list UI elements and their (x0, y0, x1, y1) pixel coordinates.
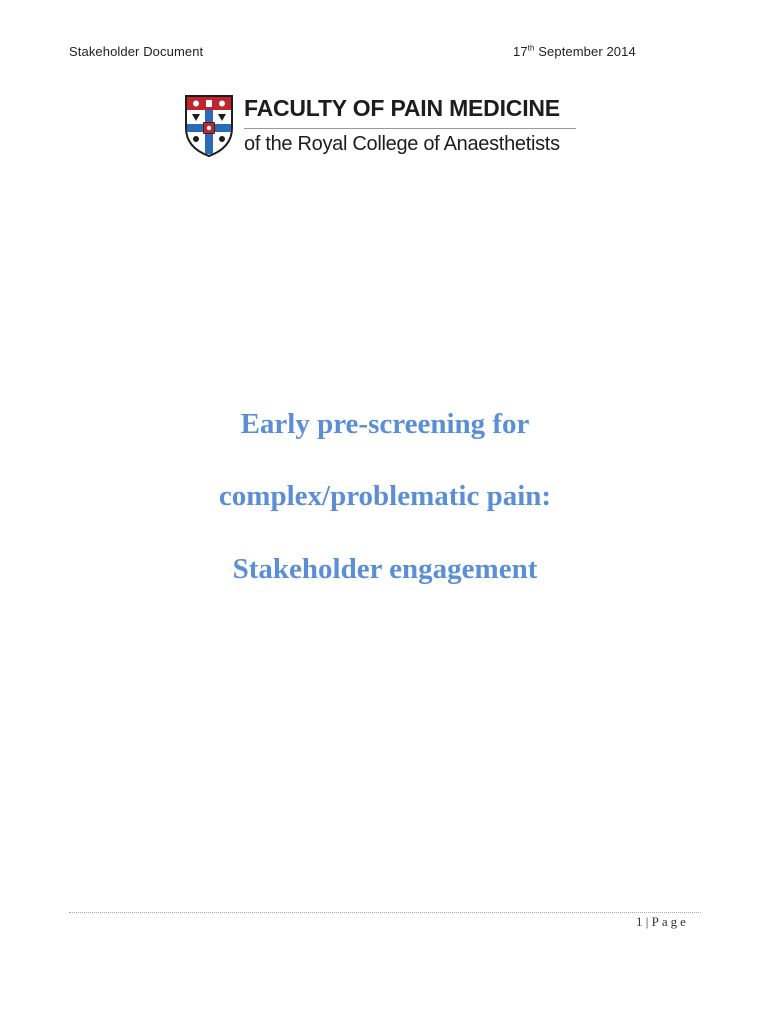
document-title-line-1: Early pre-screening for (240, 408, 530, 440)
coat-of-arms-icon (184, 94, 234, 158)
logo-title: FACULTY OF PAIN MEDICINE (244, 95, 560, 121)
page-label: Page (651, 914, 689, 929)
page-number: 1 (636, 914, 643, 929)
logo-divider (244, 128, 576, 129)
header-date (513, 44, 636, 59)
footer-divider (69, 912, 701, 913)
document-title-line-3: Stakeholder engagement (232, 553, 538, 585)
logo-subtitle: of the Royal College of Anaesthetists (244, 133, 560, 155)
header-date-day: 17 (513, 44, 528, 59)
header-date-rest: September 2014 (534, 44, 636, 59)
faculty-logo (184, 94, 584, 164)
page-footer (636, 914, 689, 930)
document-title-line-2: complex/problematic pain: (218, 480, 552, 512)
page-separator: | (642, 914, 652, 929)
header-date-suffix: th (527, 43, 535, 53)
header-document-type: Stakeholder Document (69, 44, 204, 59)
